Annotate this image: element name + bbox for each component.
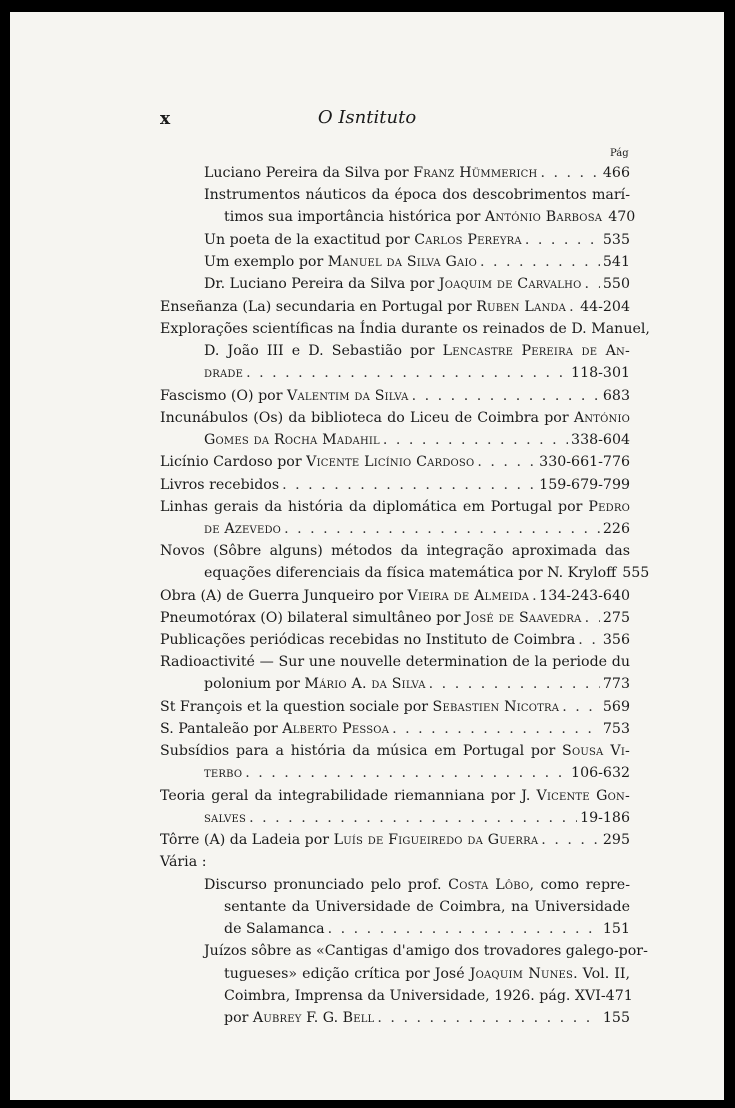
entry-text: [204, 564, 616, 582]
entry-author: Joaquim de Carvalho: [438, 276, 582, 292]
index-entry: [224, 987, 633, 1005]
entry-title: polonium por: [204, 676, 300, 692]
leader-dots: [525, 231, 600, 249]
entry-tail: . Vol. II,: [573, 966, 631, 982]
page-number: 555: [622, 565, 650, 581]
page-number: 134-243-640: [539, 588, 630, 604]
index-entry: [160, 542, 630, 560]
document-page: [10, 12, 724, 1100]
entry-text: [160, 698, 559, 716]
entry-author: Gomes da Rocha Madahil: [204, 432, 380, 448]
page-number: 683: [602, 388, 630, 404]
leader-dots: [477, 453, 536, 471]
page-number: 275: [602, 610, 630, 626]
entry-author: Aubrey: [252, 1010, 302, 1026]
page-number: 19-186: [580, 810, 630, 826]
index-entry: [204, 364, 630, 382]
entry-author: Mário A. da Silva: [304, 676, 426, 692]
index-entry: [204, 675, 630, 693]
entry-text: [160, 631, 575, 649]
page-number: 226: [602, 521, 630, 537]
entry-title: Obra (A) de Guerra Junqueiro por: [160, 588, 404, 604]
entry-title: Incunábulos (Os) da biblioteca do Liceu de Coimbra por: [160, 410, 569, 426]
page-number: 295: [602, 832, 630, 848]
entry-author: Joaquim Nunes: [469, 966, 574, 982]
entry-text: [160, 831, 538, 849]
index-entry: [204, 275, 630, 293]
index-entry: [204, 431, 630, 449]
entry-author: António: [573, 410, 630, 426]
leader-dots: [284, 520, 600, 538]
index-entry: [204, 231, 630, 249]
page-column-label: Pág: [610, 148, 629, 159]
entry-text: [204, 675, 426, 693]
page-number: 118-301: [571, 365, 630, 381]
entry-text: [204, 253, 477, 271]
leader-dots: [328, 920, 600, 938]
entry-title: Linhas gerais da história da diplomática em Portugal por: [160, 499, 583, 515]
index-entry: [224, 1009, 630, 1027]
entry-text: [204, 520, 281, 538]
page-number: 569: [602, 699, 630, 715]
entry-title: Fascismo (O) por: [160, 388, 283, 404]
entry-text: [204, 809, 246, 827]
entry-author: salves: [204, 810, 247, 826]
page-number: 151: [602, 921, 630, 937]
entry-text: [204, 364, 243, 382]
entry-title: Pneumotórax (O) bilateral simultâneo por: [160, 610, 461, 626]
entry-text: [224, 920, 325, 938]
entry-author: Franz Hümmerich: [413, 165, 538, 181]
entry-title: Dr. Luciano Pereira da Silva por: [204, 276, 435, 292]
index-entry: [160, 742, 630, 760]
page-number: 550: [602, 276, 630, 292]
index-entry: [224, 898, 630, 916]
entry-text: [160, 609, 582, 627]
index-entry: [224, 920, 630, 938]
entry-title: Tôrre (A) da Ladeia por: [160, 832, 330, 848]
entry-title: sentante da Universidade de Coimbra, na Universidade: [224, 899, 630, 915]
entry-author: Valentim da Silva: [287, 388, 409, 404]
page-number: 535: [602, 232, 630, 248]
page-number: 356: [602, 632, 630, 648]
entry-title: Discurso pronunciado pelo prof.: [204, 877, 442, 893]
entry-text: [224, 1009, 374, 1027]
entry-title: por: [224, 1010, 249, 1026]
entry-author: Ruben Landa: [476, 299, 567, 315]
index-entry: [204, 164, 630, 182]
entry-title: Enseñanza (La) secundaria en Portugal por: [160, 299, 472, 315]
index-entry: [204, 342, 630, 360]
entry-author: António Barbosa: [484, 209, 603, 225]
leader-dots: [377, 1009, 600, 1027]
index-entry: [204, 809, 630, 827]
page-number: 773: [602, 676, 630, 692]
leader-dots: [541, 831, 600, 849]
entry-title: Vária :: [160, 854, 207, 870]
index-entry: [224, 208, 636, 226]
entry-title: Publicações periódicas recebidas no Instituto de Coimbra: [160, 632, 576, 648]
index-entry: [160, 298, 630, 316]
entry-author: Vieira de Almeida: [407, 588, 530, 604]
leader-dots: [392, 720, 600, 738]
leader-dots: [282, 476, 536, 494]
index-entry: [204, 564, 650, 582]
index-entry: [224, 965, 630, 983]
entry-title: equações diferenciais da física matemática por N. Kryloff: [204, 565, 617, 581]
entry-author: Carlos Pereyra: [414, 232, 522, 248]
index-entry: [160, 609, 630, 627]
index-entry: [204, 942, 648, 960]
entry-text: [204, 164, 537, 182]
page-number: 753: [602, 721, 630, 737]
index-entry: [160, 320, 650, 338]
entry-title: S. Pantaleão por: [160, 721, 278, 737]
index-entry: [204, 186, 630, 204]
entry-text: [160, 720, 389, 738]
index-entry: [160, 498, 630, 516]
entry-text: [160, 387, 409, 405]
entry-title: Instrumentos náuticos da época dos descobrimentos marí-: [204, 187, 630, 203]
index-entry: [160, 787, 630, 805]
index-entry: [204, 253, 630, 271]
entry-title: Um exemplo por: [204, 254, 324, 270]
entry-text: [160, 453, 474, 471]
entry-text: [204, 275, 581, 293]
entry-title: Luciano Pereira da Silva por: [204, 165, 409, 181]
entry-author: José de Saavedra: [465, 610, 582, 626]
entry-author: terbo: [204, 765, 243, 781]
entry-author: Lencastre Pereira de An-: [442, 343, 630, 359]
entry-author: drade: [204, 365, 244, 381]
leader-dots: [429, 675, 600, 693]
leader-dots: [584, 275, 599, 293]
entry-title: Radioactivité — Sur une nouvelle determination de la periode du: [160, 654, 630, 670]
entry-title: St François et la question sociale por: [160, 699, 429, 715]
entry-title: Livros recebidos: [160, 477, 280, 493]
running-title: O Isntituto: [317, 107, 417, 128]
index-entry: [160, 387, 630, 405]
entry-tail: , como repre-: [529, 877, 630, 893]
leader-dots: [585, 609, 600, 627]
entry-author: Pedro: [588, 499, 631, 515]
leader-dots: [480, 253, 600, 271]
leader-dots: [245, 764, 568, 782]
leader-dots: [562, 698, 600, 716]
leader-dots: [246, 364, 568, 382]
index-entry: [160, 409, 630, 427]
index-entry: [160, 831, 630, 849]
entry-title: Subsídios para a história da música em Portugal por: [160, 743, 556, 759]
page-number: 470: [608, 209, 636, 225]
entry-author: Costa Lôbo: [448, 877, 530, 893]
page-number: 159-679-799: [539, 477, 630, 493]
entry-tail: F. G.: [301, 1010, 339, 1026]
leader-dots: [569, 298, 577, 316]
page-number: 330-661-776: [539, 454, 630, 470]
page-number: 155: [602, 1010, 630, 1026]
index-entry: [160, 453, 630, 471]
entry-title: timos sua importância histórica por: [224, 209, 481, 225]
page-numeral: x: [160, 109, 171, 129]
entry-title: D. João III e D. Sebastião por: [204, 343, 435, 359]
entry-title: de Salamanca: [224, 921, 325, 937]
entry-author: Alberto Pessoa: [282, 721, 390, 737]
entry-text: [160, 476, 279, 494]
index-entry: [160, 587, 630, 605]
entry-author: Vicente Gon-: [536, 788, 630, 804]
leader-dots: [249, 809, 577, 827]
index-entry: [160, 720, 630, 738]
page-number: 466: [602, 165, 630, 181]
page-number: 106-632: [571, 765, 630, 781]
entry-text: [160, 298, 566, 316]
entry-author: Manuel da Silva Gaio: [327, 254, 477, 270]
page-number: 44-204: [580, 299, 630, 315]
entry-text: [204, 231, 522, 249]
entry-title: Un poeta de la exactitud por: [204, 232, 410, 248]
index-entry: [204, 876, 630, 894]
leader-dots: [540, 164, 599, 182]
entry-title: tugueses» edição crítica por José: [224, 966, 465, 982]
entry-title: Licínio Cardoso por: [160, 454, 302, 470]
index-entry: [204, 520, 630, 538]
leader-dots: [532, 587, 536, 605]
leader-dots: [412, 387, 600, 405]
page-number: 338-604: [571, 432, 630, 448]
leader-dots: [578, 631, 600, 649]
entry-text: [204, 764, 242, 782]
entry-author: de Azevedo: [204, 521, 282, 537]
entry-title: Novos (Sôbre alguns) métodos da integração aproximada das: [160, 543, 630, 559]
entry-title: Coimbra, Imprensa da Universidade, 1926. pág. XVI-471: [224, 988, 633, 1004]
entry-author: Sebastien Nicotra: [432, 699, 560, 715]
entry-author: Luís de Figueiredo da Guerra: [333, 832, 539, 848]
entry-title: Explorações scientíficas na Índia durante os reinados de D. Manuel,: [160, 321, 650, 337]
entry-text: [224, 208, 602, 226]
entry-title: Teoria geral da integrabilidade riemanniana por J.: [160, 788, 531, 804]
index-entry: [160, 698, 630, 716]
entry-author: Bell: [342, 1010, 375, 1026]
leader-dots: [383, 431, 568, 449]
entry-author: Sousa Vi-: [562, 743, 631, 759]
page-number: 541: [602, 254, 630, 270]
entry-author: Vicente Licínio Cardoso: [306, 454, 475, 470]
index-entry: [160, 653, 630, 671]
index-entry: [160, 853, 630, 871]
entry-title: Juízos sôbre as «Cantigas d'amigo dos trovadores galego-por-: [204, 943, 648, 959]
index-entry: [160, 476, 630, 494]
index-entry: [160, 631, 630, 649]
entry-text: [160, 587, 529, 605]
index-entry: [204, 764, 630, 782]
entry-text: [204, 431, 380, 449]
